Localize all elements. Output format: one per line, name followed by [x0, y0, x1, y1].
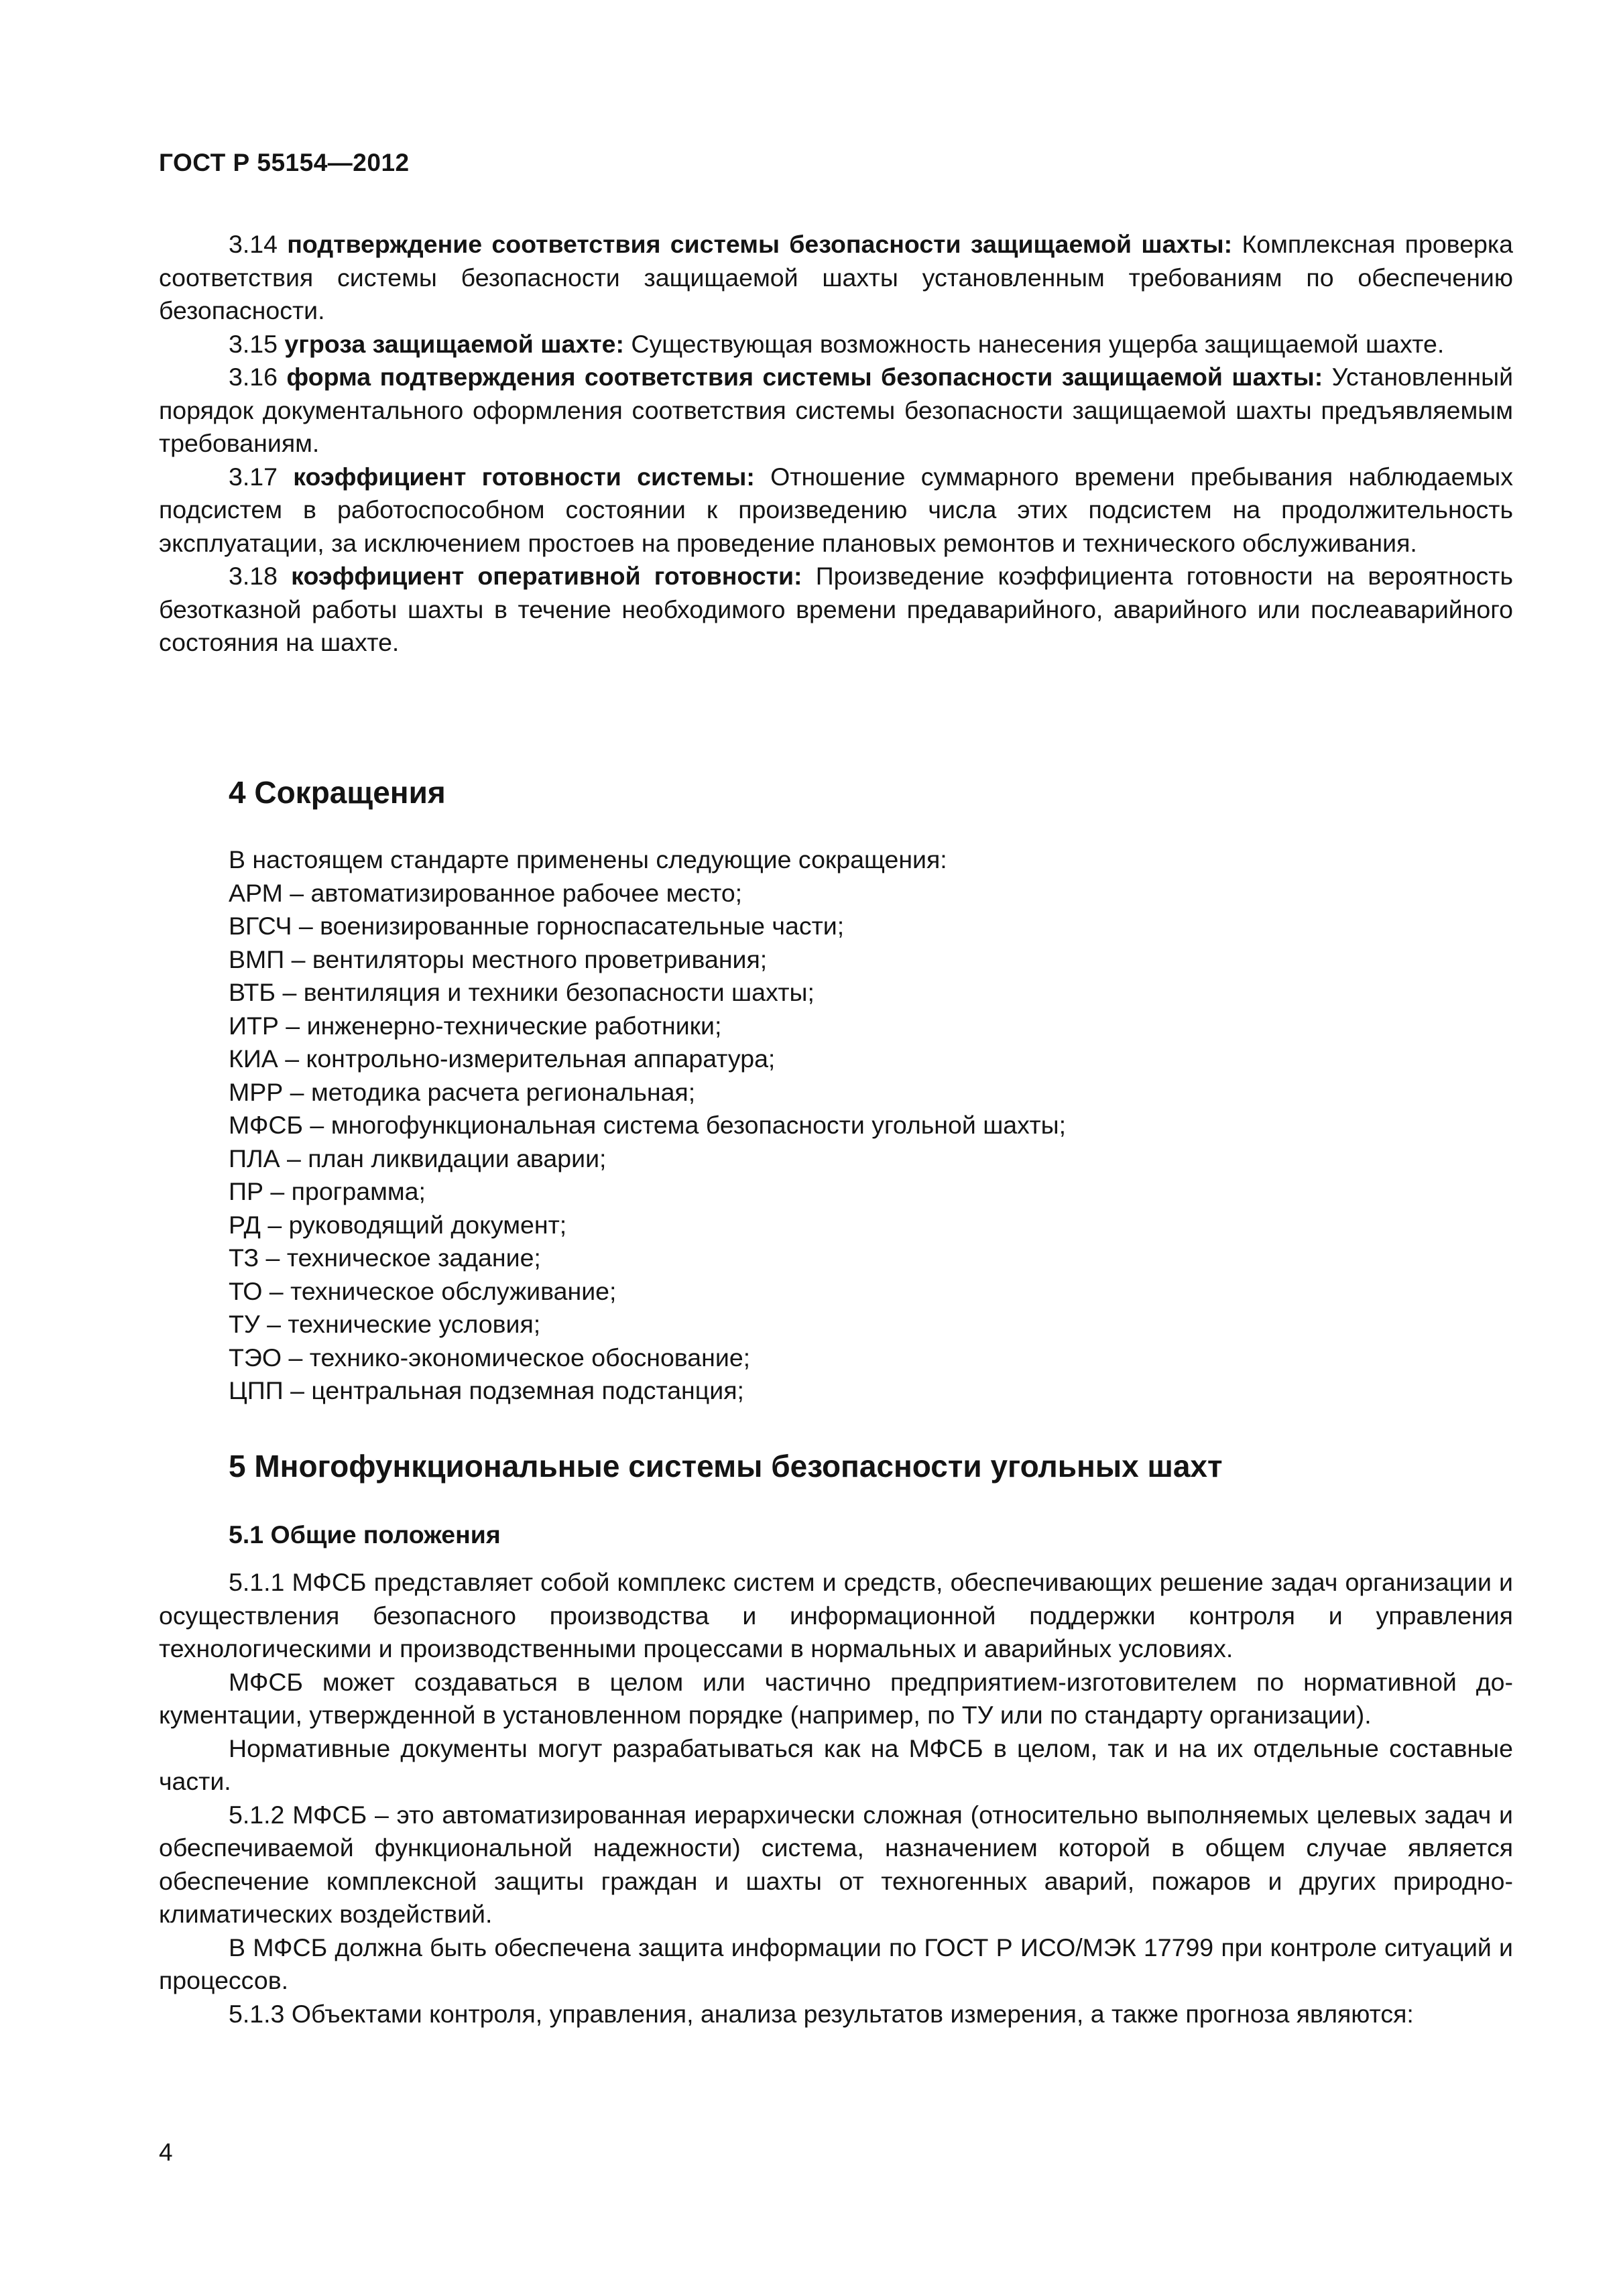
definition-term: угроза защищаемой шахте:: [284, 329, 624, 358]
list-item: ТЗ – техническое задание;: [229, 1244, 541, 1272]
definition-number: 3.16: [229, 363, 278, 391]
list-item: ВТБ – вентиляция и техники безопасности шахты;: [229, 978, 815, 1006]
definition-text: Комплексная проверка соответствия системы безопасности защищаемой шахты установленным требованиям по обеспечению безопасности.: [159, 230, 1513, 324]
list-item: ПР – программа;: [229, 1177, 426, 1205]
page-number: 4: [159, 2138, 173, 2166]
subsection-5-1-title: 5.1 Общие положения: [229, 1520, 501, 1549]
paragraph: 5.1.1 МФСБ представляет собой комплекс систем и средств, обеспечивающих решение задач организации и осуществления безопасного производства и информационной поддержки контроля и управления технологическими и производственными процессами в нормальных и аварийных условиях.: [159, 1568, 1513, 1663]
list-item: ИТР – инженерно-технические работники;: [229, 1011, 722, 1040]
list-item: РД – руководящий документ;: [229, 1210, 567, 1239]
list-item: ВМП – вентиляторы местного проветривания;: [229, 945, 768, 973]
list-item: ТУ – технические условия;: [229, 1310, 541, 1338]
definition-text: Установленный порядок документального оформления соответствия системы безопасности защищаемой шахты предъявляемым требованиям.: [159, 363, 1514, 457]
paragraph: 5.1.2 МФСБ – это автоматизированная иерархически сложная (относительно выполняемых целевых задач и обеспечиваемой функциональной надежности) система, назначением которой в общем случае является обеспечение комплексной защиты граждан и шахты от техногенных аварий, пожаров и других природно-климатических воздействий.: [159, 1800, 1513, 1928]
list-item: АРМ – автоматизированное рабочее место;: [229, 878, 743, 907]
paragraph: Нормативные документы могут разрабатываться как на МФСБ в целом, так и на их отдельные составные части.: [159, 1734, 1513, 1795]
definitions-block: [159, 228, 1513, 660]
list-item: ВГСЧ – военизированные горноспасательные части;: [229, 912, 845, 940]
definition-number: 3.15: [229, 329, 278, 358]
list-item: КИА – контрольно-измерительная аппаратура;: [229, 1044, 776, 1073]
document-code-header: ГОСТ Р 55154—2012: [159, 149, 410, 176]
definition-number: 3.17: [229, 462, 278, 491]
paragraph: МФСБ может создаваться в целом или частично предприятием-изготовителем по нормативной документации, утвержденной в установленном порядке (например, по ТУ или по стандарту организации).: [159, 1667, 1513, 1729]
definition-term: коэффициент оперативной готовности:: [291, 562, 802, 590]
section-4-title: 4 Сокращения: [229, 775, 446, 810]
abbreviations-intro: В настоящем стандарте применены следующие сокращения:: [229, 845, 947, 873]
definition-text: Существующая возможность нанесения ущерба защищаемой шахте.: [631, 329, 1445, 358]
definition-text: Отношение суммарного времени пребывания наблюдаемых подсистем в работоспособном состоянии к произведению числа этих подсистем на продолжительность эксплуатации, за исключением простоев на проведение плановых ремонтов и технического обслуживания.: [159, 462, 1514, 557]
section-5-title: 5 Многофункциональные системы безопасности угольных шахт: [229, 1449, 1223, 1484]
definition-3-16: [159, 361, 1513, 461]
definition-number: 3.18: [229, 562, 278, 590]
definition-term: коэффициент готовности системы:: [293, 462, 755, 491]
section-5-body: [159, 1566, 1513, 2031]
list-item: МФСБ – многофункциональная система безопасности угольной шахты;: [229, 1111, 1067, 1139]
definition-term: форма подтверждения соответствия системы безопасности защищаемой шахты:: [286, 363, 1323, 391]
definition-3-15: [159, 328, 1513, 361]
list-item: ТО – техническое обслуживание;: [229, 1276, 617, 1305]
definition-3-17: [159, 461, 1513, 560]
definition-text: Произведение коэффициента готовности на вероятность безотказной работы шахты в течение необходимого времени предаварийного, аварийного или послеаварийного состояния на шахте.: [159, 562, 1514, 656]
definition-3-14: [159, 228, 1513, 328]
abbreviations-list: [229, 843, 1066, 1408]
list-item: ТЭО – технико-экономическое обоснование;: [229, 1343, 751, 1372]
paragraph: В МФСБ должна быть обеспечена защита информации по ГОСТ Р ИСО/МЭК 17799 при контроле ситуаций и процессов.: [159, 1933, 1513, 1994]
definition-number: 3.14: [229, 230, 278, 258]
list-item: МРР – методика расчета региональная;: [229, 1077, 696, 1106]
list-item: ПЛА – план ликвидации аварии;: [229, 1144, 607, 1172]
paragraph: 5.1.3 Объектами контроля, управления, анализа результатов измерения, а также прогноза являются:: [229, 1999, 1414, 2028]
list-item: ЦПП – центральная подземная подстанция;: [229, 1376, 744, 1404]
definition-3-18: [159, 560, 1513, 660]
definition-term: подтверждение соответствия системы безопасности защищаемой шахты:: [287, 230, 1233, 258]
